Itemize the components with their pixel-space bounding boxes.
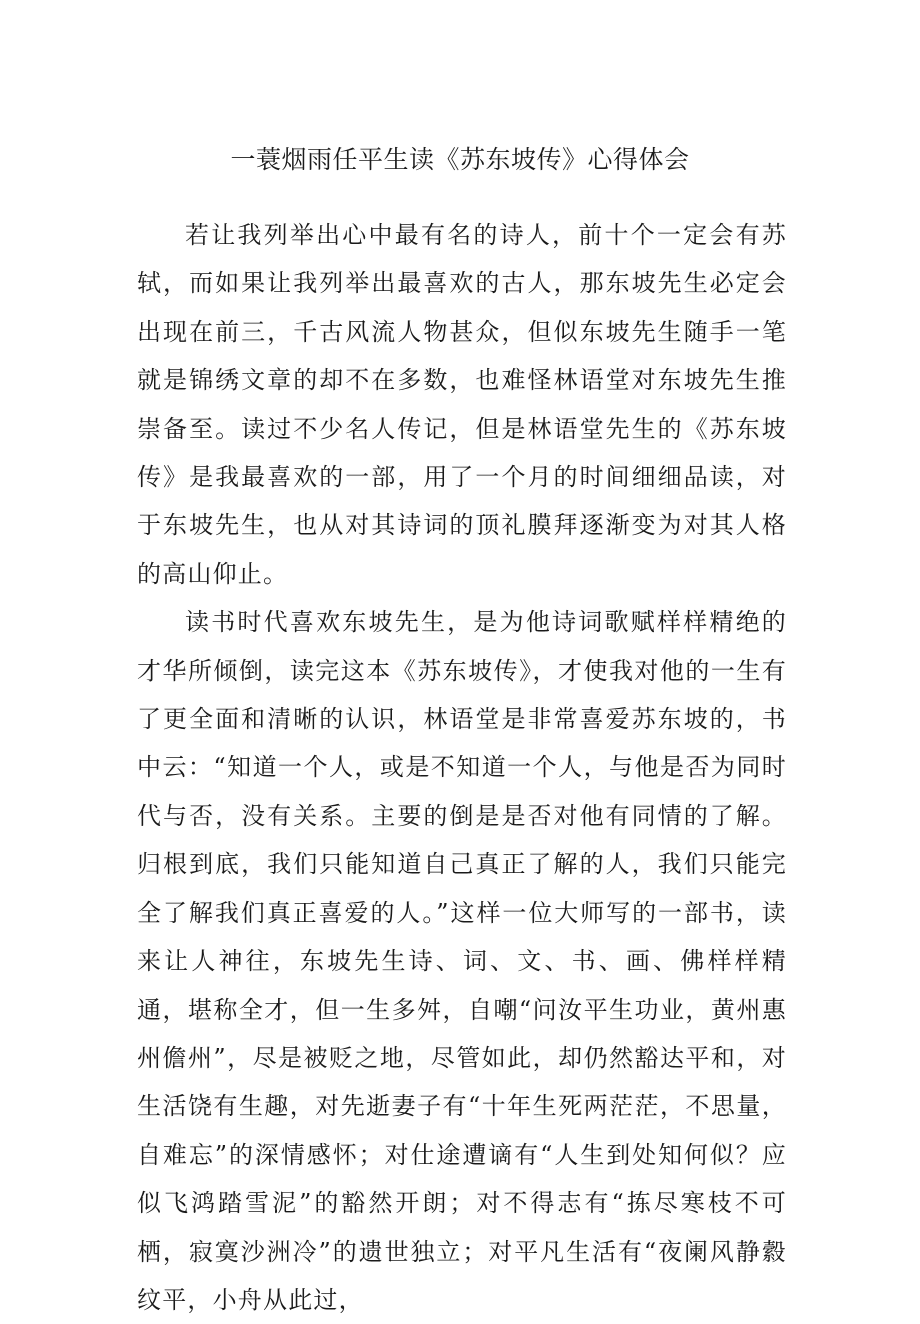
document-body — [137, 211, 787, 1324]
document-title: 一蓑烟雨任平生读《苏东坡传》心得体会 — [230, 145, 690, 174]
paragraph-1: 若让我列举出心中最有名的诗人，前十个一定会有苏轼，而如果让我列举出最喜欢的古人，那东坡先生必定会出现在前三，千古风流人物甚众，但似东坡先生随手一笔就是锦绣文章的却不在多数，也难怪林语堂对东坡先生推崇备至。读过不少名人传记，但是林语堂先生的《苏东坡传》是我最喜欢的一部，用了一个月的时间细细品读，对于东坡先生，也从对其诗词的顶礼膜拜逐渐变为对其人格的高山仰止。 — [137, 221, 787, 588]
paragraph-2: 读书时代喜欢东坡先生，是为他诗词歌赋样样精绝的才华所倾倒，读完这本《苏东坡传》，才使我对他的一生有了更全面和清晰的认识，林语堂是非常喜爱苏东坡的，书中云：“知道一个人，或是不知道一个人，与他是否为同时代与否，没有关系。主要的倒是是否对他有同情的了解。归根到底，我们只能知道自己真正了解的人，我们只能完全了解我们真正喜爱的人。”这样一位大师写的一部书，读来让人神往，东坡先生诗、词、文、书、画、佛样样精通，堪称全才，但一生多舛，自嘲“问汝平生功业，黄州惠州儋州”，尽是被贬之地，尽管如此，却仍然豁达平和，对生活饶有生趣，对先逝妻子有“十年生死两茫茫，不思量，自难忘”的深情感怀；对仕途遭谪有“人生到处知何似？应似飞鸿踏雪泥”的豁然开朗；对不得志有“拣尽寒枝不可栖，寂寞沙洲冷”的遗世独立；对平凡生活有“夜阑风静縠纹平，小舟从此过， — [137, 608, 787, 1314]
